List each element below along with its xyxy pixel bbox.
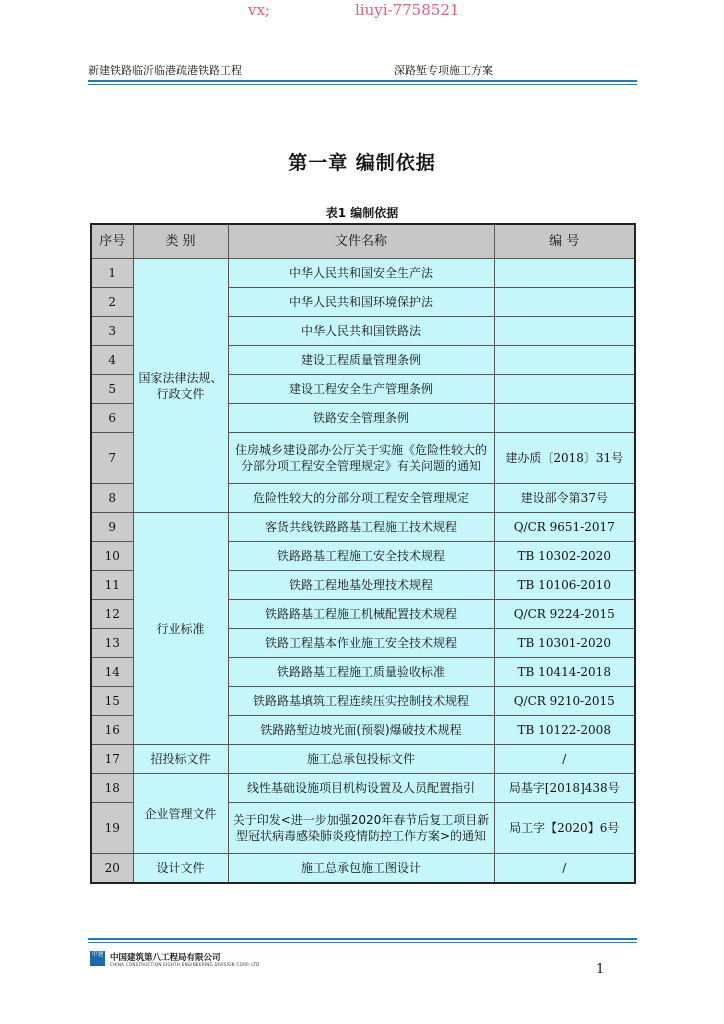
header-rule-thin — [88, 84, 637, 85]
row-code — [494, 288, 635, 317]
row-name: 铁路工程地基处理技术规程 — [228, 571, 494, 600]
row-name: 关于印发<进一步加强2020年春节后复工项目新型冠状病毒感染肺炎疫情防控工作方案>的通知 — [228, 803, 494, 854]
company-logo-icon: 中建 — [90, 951, 105, 966]
row-code: 建设部令第37号 — [494, 484, 635, 513]
table-row — [91, 745, 635, 774]
row-name: 危险性较大的分部分项工程安全管理规定 — [228, 484, 494, 513]
row-index: 19 — [91, 803, 133, 854]
row-name: 铁路路堑边坡光面(预裂)爆破技术规程 — [228, 716, 494, 745]
row-index: 14 — [91, 658, 133, 687]
header-rule — [88, 80, 637, 82]
row-index: 4 — [91, 346, 133, 375]
row-index: 12 — [91, 600, 133, 629]
row-index: 5 — [91, 375, 133, 404]
row-index: 7 — [91, 433, 133, 484]
row-index: 20 — [91, 854, 133, 884]
category-industry: 行业标准 — [133, 513, 228, 745]
header-name: 文件名称 — [228, 224, 494, 259]
row-name: 中华人民共和国安全生产法 — [228, 259, 494, 288]
row-index: 1 — [91, 259, 133, 288]
row-name: 施工总承包施工图设计 — [228, 854, 494, 884]
row-name: 铁路工程基本作业施工安全技术规程 — [228, 629, 494, 658]
header-doc-title: 深路堑专项施工方案 — [394, 64, 493, 77]
row-name: 客货共线铁路路基工程施工技术规程 — [228, 513, 494, 542]
row-name: 施工总承包投标文件 — [228, 745, 494, 774]
row-code — [494, 317, 635, 346]
watermark — [0, 1, 724, 21]
watermark-left: vx; — [248, 1, 270, 19]
row-name: 中华人民共和国铁路法 — [228, 317, 494, 346]
row-name: 铁路安全管理条例 — [228, 404, 494, 433]
row-index: 17 — [91, 745, 133, 774]
row-index: 11 — [91, 571, 133, 600]
row-code: TB 10301-2020 — [494, 629, 635, 658]
row-code — [494, 259, 635, 288]
footer-rule — [88, 938, 637, 940]
row-name: 铁路路基工程施工机械配置技术规程 — [228, 600, 494, 629]
row-code: TB 10302-2020 — [494, 542, 635, 571]
row-index: 13 — [91, 629, 133, 658]
category-bid: 招投标文件 — [133, 745, 228, 774]
footer-rule-thin — [88, 942, 637, 943]
row-index: 18 — [91, 774, 133, 803]
row-code: TB 10414-2018 — [494, 658, 635, 687]
row-index: 16 — [91, 716, 133, 745]
row-index: 3 — [91, 317, 133, 346]
row-code: Q/CR 9651-2017 — [494, 513, 635, 542]
row-code — [494, 346, 635, 375]
table-caption: 表1 编制依据 — [325, 206, 399, 220]
page-number: 1 — [596, 962, 605, 977]
row-code: / — [494, 854, 635, 884]
row-code: 局基字[2018]438号 — [494, 774, 635, 803]
table-row — [91, 513, 635, 542]
row-code: Q/CR 9210-2015 — [494, 687, 635, 716]
row-index: 2 — [91, 288, 133, 317]
row-code — [494, 404, 635, 433]
header-code: 编 号 — [494, 224, 635, 259]
row-code: TB 10122-2008 — [494, 716, 635, 745]
table-row — [91, 259, 635, 288]
row-name: 建设工程安全生产管理条例 — [228, 375, 494, 404]
row-index: 15 — [91, 687, 133, 716]
row-code: Q/CR 9224-2015 — [494, 600, 635, 629]
header-index: 序号 — [91, 224, 133, 259]
row-name: 中华人民共和国环境保护法 — [228, 288, 494, 317]
row-code: / — [494, 745, 635, 774]
row-name: 铁路路基工程施工质量验收标准 — [228, 658, 494, 687]
row-name: 铁路路基填筑工程连续压实控制技术规程 — [228, 687, 494, 716]
table-row — [91, 854, 635, 884]
footer-company-en: CHINA CONSTRUCTION EIGHTH ENGINEERING DIVISION CORP.,LTD — [110, 962, 260, 967]
row-code: TB 10106-2010 — [494, 571, 635, 600]
row-code: 局工字【2020】6号 — [494, 803, 635, 854]
row-index: 6 — [91, 404, 133, 433]
watermark-right: liuyi-7758521 — [355, 1, 460, 19]
table-header-row — [91, 224, 635, 259]
category-law: 国家法律法规、行政文件 — [133, 259, 228, 513]
row-index: 8 — [91, 484, 133, 513]
row-name: 住房城乡建设部办公厅关于实施《危险性较大的分部分项工程安全管理规定》有关问题的通知 — [228, 433, 494, 484]
row-code: 建办质〔2018〕31号 — [494, 433, 635, 484]
table-row — [91, 774, 635, 803]
row-name: 建设工程质量管理条例 — [228, 346, 494, 375]
header-project: 新建铁路临沂临港疏港铁路工程 — [88, 64, 242, 77]
footer-company: 中国建筑第八工程局有限公司 — [110, 953, 221, 963]
header-category: 类 别 — [133, 224, 228, 259]
chapter-title: 第一章 编制依据 — [288, 152, 436, 174]
row-index: 10 — [91, 542, 133, 571]
row-index: 9 — [91, 513, 133, 542]
row-name: 线性基础设施项目机构设置及人员配置指引 — [228, 774, 494, 803]
row-name: 铁路路基工程施工安全技术规程 — [228, 542, 494, 571]
category-enterprise: 企业管理文件 — [133, 774, 228, 854]
row-code — [494, 375, 635, 404]
category-design: 设计文件 — [133, 854, 228, 884]
basis-table — [90, 223, 636, 884]
